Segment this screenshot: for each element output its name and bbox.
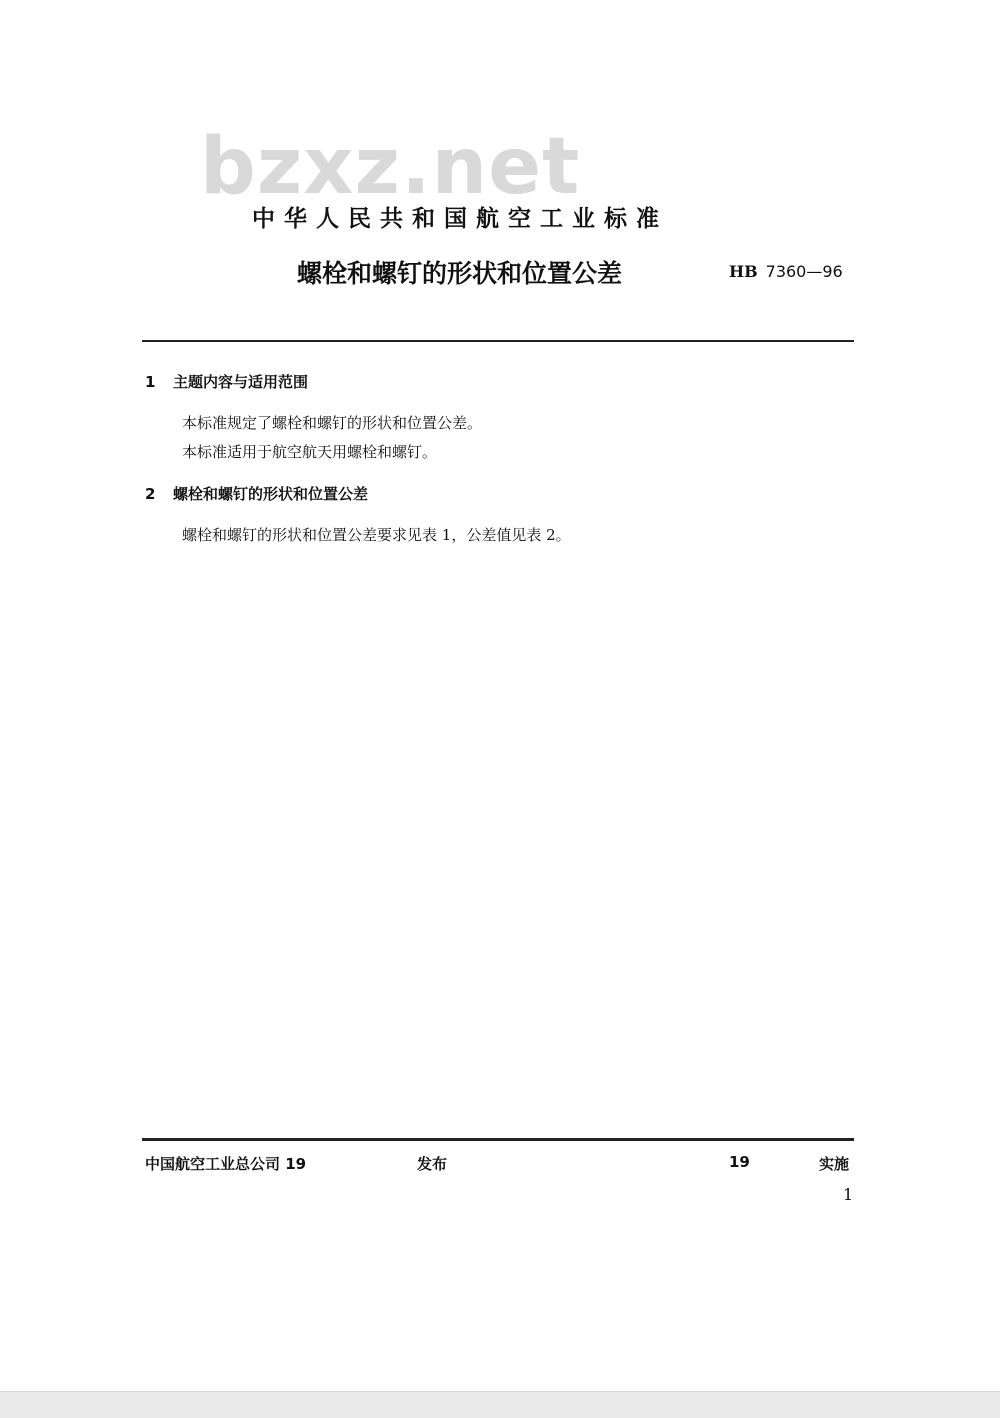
page-number: 1 [843, 1185, 854, 1204]
footer-issued-label: 发布 [417, 1155, 448, 1173]
section-number: 2 [145, 485, 156, 503]
section-heading-2 [145, 483, 368, 504]
section-number: 1 [145, 373, 156, 391]
header-divider [142, 340, 854, 342]
section-title: 主题内容与适用范围 [173, 373, 309, 391]
organization-header: 中华人民共和国航空工业标准 [252, 206, 668, 232]
page-bottom-edge [0, 1391, 1000, 1418]
watermark-logo: bzxz.net [200, 122, 581, 212]
paragraph: 螺栓和螺钉的形状和位置公差要求见表 1，公差值见表 2。 [182, 526, 571, 544]
paragraph: 本标准适用于航空航天用螺栓和螺钉。 [182, 443, 438, 461]
section-heading-1 [145, 371, 308, 392]
standard-code-number: 7360—96 [765, 262, 843, 281]
standard-code [729, 262, 843, 281]
section-title: 螺栓和螺钉的形状和位置公差 [173, 485, 369, 503]
document-title: 螺栓和螺钉的形状和位置公差 [297, 259, 623, 288]
footer-effective-year: 19 [729, 1153, 750, 1171]
footer-divider [142, 1138, 854, 1141]
paragraph: 本标准规定了螺栓和螺钉的形状和位置公差。 [182, 414, 483, 432]
footer-effective-label: 实施 [819, 1155, 850, 1173]
standard-code-prefix: HB [729, 262, 758, 281]
footer-issuer: 中国航空工业总公司 19 [145, 1155, 307, 1173]
